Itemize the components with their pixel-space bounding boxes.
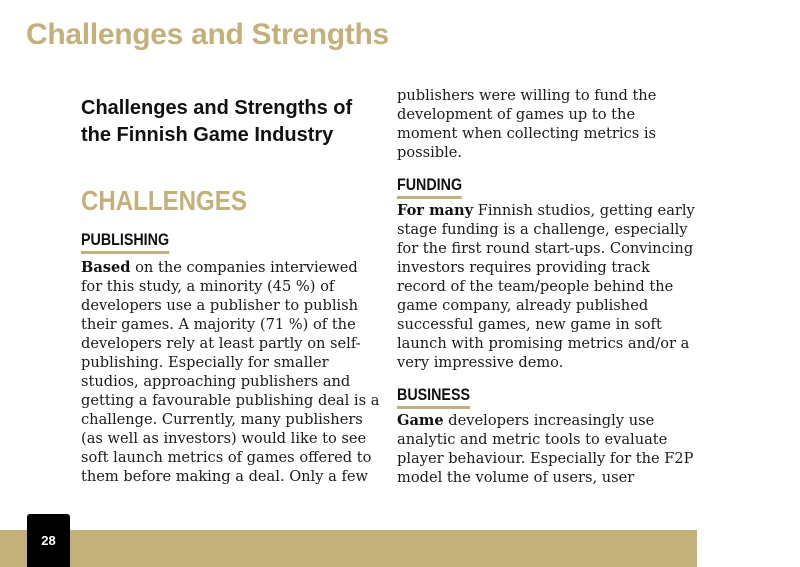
publishing-continued-paragraph: publishers were willing to fund the development of games up to the moment when collecting metrics is possible. [397,87,657,161]
section-heading: Challenges and Strengths of the Finnish Game Industry [81,97,353,146]
business-body: developers increasingly use analytic and metric tools to evaluate player behaviour. Especially for the F2P model the volume of users, user [397,412,694,486]
challenges-heading: CHALLENGES [81,185,247,216]
page-number-badge [27,514,70,567]
business-heading: BUSINESS [397,385,470,409]
business-lead: Game [397,412,444,429]
funding-lead: For many [397,202,474,219]
funding-paragraph [397,201,702,372]
business-paragraph [397,411,697,487]
page-title: Challenges and Strengths [26,18,389,51]
funding-heading: FUNDING [397,175,462,199]
publishing-lead: Based [81,259,131,276]
funding-body: Finnish studios, getting early stage funding is a challenge, especially for the first round start-ups. Convincing investors requires providing track record of the team/people behind the game company, already published successful games, new game in soft launch with promising metrics and/or a very impressive demo. [397,202,695,371]
page-number: 28 [41,533,56,548]
publishing-heading: PUBLISHING [81,230,169,254]
publishing-paragraph [81,258,381,486]
footer-bar [0,530,697,567]
publishing-body: on the companies interviewed for this study, a minority (45 %) of developers use a publisher to publish their games. A majority (71 %) of the developers rely at least partly on self-publishing. Especially for smaller studios, approaching publishers and getting a favourable publishing deal is a challenge. Currently, many publishers (as well as investors) would like to see soft launch metrics of games offered to them before making a deal. Only a few [81,259,380,485]
